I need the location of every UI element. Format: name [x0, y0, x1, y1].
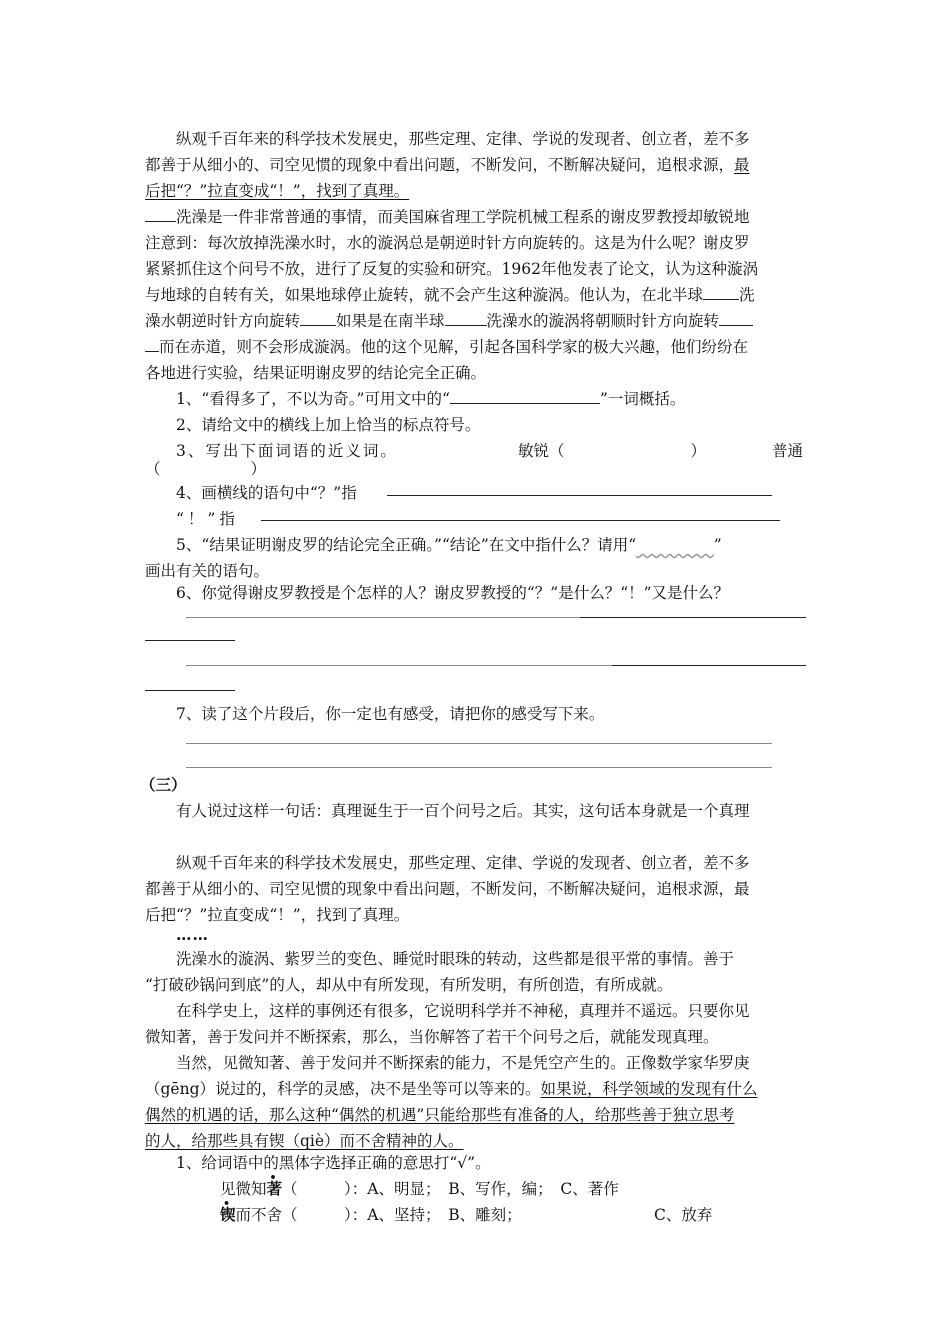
word-item — [220, 1176, 619, 1202]
section-title: （三） — [140, 775, 187, 794]
passage-line: “打破砂锅问到底”的人，却从中有所发现，有所发明，有所创造，有所成就。 — [145, 976, 673, 994]
paren: ） — [250, 460, 267, 478]
question-text: ” — [713, 536, 722, 554]
passage-line: 各地进行实验，结果证明谢皮罗的结论完全正确。 — [145, 364, 487, 382]
synonym-item — [145, 456, 266, 482]
question-4: 4、画横线的语句中“？”指 — [176, 484, 357, 502]
underlined-sentence: 的人，给那些具有锲（qiè）而不舍精神的人。 — [145, 1132, 464, 1150]
ellipsis: …… — [176, 925, 209, 944]
choice-options[interactable]: （ ）：A、坚持； B、雕刻； — [282, 1206, 522, 1224]
synonym-word: 敏锐（ — [518, 442, 565, 460]
question-text: ”一词概括。 — [599, 390, 686, 408]
synonym-item — [518, 438, 706, 464]
passage-text: 与地球的自转有关，如果地球停止旋转，就不会产生这种漩涡。他认为，在北半球 — [145, 286, 704, 304]
passage-text: 洗澡水的漩涡将朝顺时针方向旋转 — [486, 312, 720, 330]
bold-char: 锲 — [220, 1205, 236, 1224]
question-3: 3、写出下面词语的近义词。 — [176, 442, 398, 460]
underlined-text: 最 — [734, 156, 750, 174]
word-item — [220, 1202, 522, 1228]
punctuation-blank[interactable] — [703, 285, 739, 300]
question-5b: 画出有关的语句。 — [145, 562, 270, 580]
punctuation-blank[interactable] — [300, 311, 336, 326]
answer-line[interactable] — [145, 690, 235, 691]
punctuation-blank[interactable] — [145, 207, 176, 222]
question-2: 2、请给文中的横线上加上恰当的标点符号。 — [176, 416, 481, 434]
passage-text: 洗澡是一件非常普通的事情，而美国麻省理工学院机械工程系的谢皮罗教授却敏锐地 — [176, 208, 750, 226]
answer-blank[interactable] — [450, 389, 600, 404]
question-6: 6、你觉得谢皮罗教授是个怎样的人？谢皮罗教授的“？”是什么？“！”又是什么？ — [176, 584, 730, 602]
passage-line: 注意到：每次放掉洗澡水时，水的漩涡总是朝逆时针方向旋转的。这是为什么呢？谢皮罗 — [145, 234, 750, 252]
passage-line: 有人说过这样一句话：真理诞生于一百个问号之后。其实，这句话本身就是一个真理 — [176, 802, 750, 820]
underlined-text: 如果说，科学领域的发现有什么 — [540, 1080, 758, 1098]
passage-text: 都善于从细小的、司空见惯的现象中看出问题，不断发问，不断解决疑问，追根求源， — [145, 156, 735, 174]
passage-text: 如果是在南半球 — [336, 312, 445, 330]
passage-line — [145, 152, 750, 178]
paren: ） — [690, 442, 707, 460]
passage-line — [145, 1076, 758, 1102]
passage-line — [145, 334, 748, 360]
passage-line: 在科学史上，这样的事例还有很多，它说明科学并不神秘，真理并不遥远。只要你见 — [176, 1002, 750, 1020]
word-text: 而不舍 — [235, 1206, 283, 1224]
question-7: 7、读了这个片段后，你一定也有感受，请把你的感受写下来。 — [176, 705, 605, 723]
answer-line[interactable] — [580, 617, 806, 618]
choice-option-c[interactable]: C、放弃 — [654, 1206, 713, 1224]
passage-line — [145, 282, 755, 308]
word-text: 见微知 — [220, 1180, 267, 1198]
answer-line[interactable] — [612, 665, 806, 666]
passage-line: 后把“？”拉直变成“！”，找到了真理。 — [145, 906, 410, 924]
answer-line[interactable] — [186, 743, 772, 744]
passage-line: 洗澡水的漩涡、紫罗兰的变色、睡觉时眼珠的转动，这些都是很平常的事情。善于 — [176, 950, 735, 968]
synonym-word: 普通 — [772, 442, 804, 460]
wavy-underline-sample — [636, 536, 714, 554]
question-text: 5、“结果证明谢皮罗的结论完全正确。”“结论”在文中指什么？请用“ — [176, 536, 637, 554]
punctuation-blank[interactable] — [145, 337, 159, 352]
passage-line: 纵观千百年来的科学技术发展史，那些定理、定律、学说的发现者、创立者，差不多 — [176, 854, 750, 872]
passage-line: 都善于从细小的、司空见惯的现象中看出问题，不断发问，不断解决疑问，追根求源，最 — [145, 880, 750, 898]
passage-line: 当然，见微知著、善于发问并不断探索的能力，不是凭空产生的。正像数学家华罗庚 — [176, 1054, 750, 1072]
passage-text: （gēng）说过的，科学的灵感，决不是坐等可以等来的。 — [145, 1080, 541, 1098]
answer-line[interactable] — [145, 640, 235, 641]
underlined-sentence: 后把“？”拉直变成“！”，找到了真理。 — [145, 182, 410, 200]
answer-line[interactable] — [186, 665, 612, 666]
punctuation-blank[interactable] — [719, 311, 753, 326]
answer-line[interactable] — [387, 495, 772, 496]
passage-text: 洗 — [739, 286, 755, 304]
answer-line[interactable] — [261, 520, 780, 521]
punctuation-blank[interactable] — [445, 311, 487, 326]
passage-text: 而在赤道，则不会形成漩涡。他的这个见解，引起各国科学家的极大兴趣，他们纷纷在 — [159, 338, 749, 356]
answer-line[interactable] — [186, 767, 772, 768]
answer-line[interactable] — [186, 617, 580, 618]
question-text: 1、“看得多了，不以为奇。”可用文中的“ — [176, 390, 450, 408]
question-4b: “！”指 — [176, 510, 239, 528]
passage-line: 紧紧抓住这个问号不放，进行了反复的实验和研究。1962年他发表了论文，认为这种漩涡 — [145, 260, 758, 278]
question-1 — [176, 386, 685, 412]
passage-line — [145, 204, 750, 230]
underlined-sentence: 偶然的机遇的话，那么这种“偶然的机遇”只能给那些有准备的人，给那些善于独立思考 — [145, 1106, 735, 1124]
passage-text: 澡水朝逆时针方向旋转 — [145, 312, 301, 330]
choice-options[interactable]: （ ）：A、明显； B、写作，编； C、著作 — [282, 1180, 619, 1198]
question-5 — [176, 532, 722, 558]
passage-line: 微知著，善于发问并不断探索，那么，当你解答了若干个问号之后，就能发现真理。 — [145, 1028, 719, 1046]
passage-line: 纵观千百年来的科学技术发展史，那些定理、定律、学说的发现者、创立者，差不多 — [176, 130, 750, 148]
passage-line — [145, 308, 753, 334]
paren: （ — [145, 460, 161, 478]
question-1: 1、给词语中的黑体字选择正确的意思打“√”。 — [176, 1154, 491, 1172]
bold-char: 著 — [266, 1179, 283, 1198]
